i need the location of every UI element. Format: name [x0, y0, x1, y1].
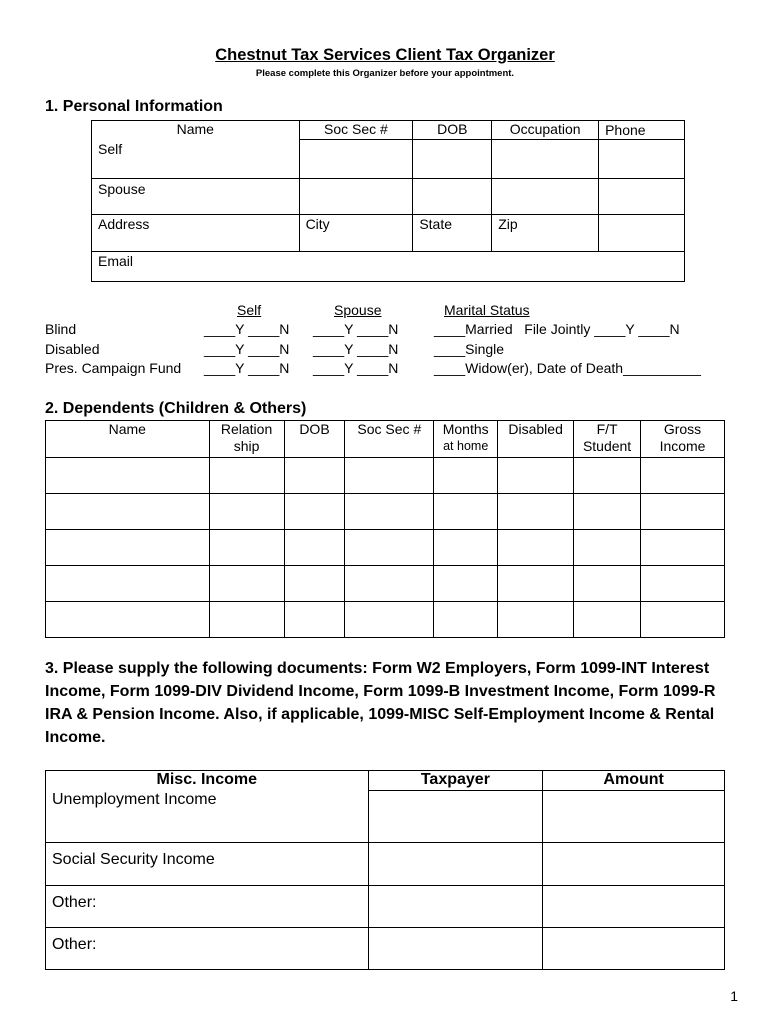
marital-widow[interactable]: ____Widow(er), Date of Death__________ [434, 360, 701, 376]
misc-taxpayer-cell[interactable] [368, 928, 543, 970]
misc-taxpayer-cell[interactable] [368, 886, 543, 928]
zip-cell[interactable] [492, 215, 599, 252]
label-state: State [419, 216, 453, 232]
table-row [46, 494, 725, 530]
dep-header-disabled: Disabled [498, 421, 574, 458]
address-cell[interactable] [92, 215, 300, 252]
misc-amount-cell[interactable] [543, 928, 725, 970]
header-occupation: Occupation [492, 121, 599, 140]
dep-header-student: F/T Student [574, 421, 641, 458]
self-soc-sec-cell[interactable] [299, 140, 413, 179]
email-cell[interactable] [92, 252, 685, 282]
dep-cell[interactable] [434, 494, 498, 530]
disabled-spouse-yn[interactable]: ____Y ____N [313, 341, 399, 357]
table-row [46, 928, 725, 970]
status-col-spouse: Spouse [334, 302, 382, 318]
dep-cell[interactable] [574, 530, 641, 566]
state-cell[interactable] [413, 215, 492, 252]
dep-cell[interactable] [46, 494, 210, 530]
dep-header-name: Name [46, 421, 210, 458]
dep-cell[interactable] [345, 530, 434, 566]
misc-row-label: Other: [46, 886, 369, 928]
dep-header-relationship: Relation ship [209, 421, 284, 458]
dep-cell[interactable] [284, 566, 345, 602]
table-row [46, 791, 725, 843]
self-name-cell[interactable] [92, 140, 300, 179]
blind-spouse-yn[interactable]: ____Y ____N [313, 321, 399, 337]
dep-cell[interactable] [46, 530, 210, 566]
dep-cell[interactable] [345, 458, 434, 494]
dep-cell[interactable] [498, 530, 574, 566]
dep-header-dob: DOB [284, 421, 345, 458]
misc-income-table [45, 770, 725, 970]
table-row [46, 566, 725, 602]
table-row [46, 602, 725, 638]
dep-cell[interactable] [345, 566, 434, 602]
city-cell[interactable] [299, 215, 413, 252]
dep-header-soc-sec: Soc Sec # [345, 421, 434, 458]
dep-cell[interactable] [498, 566, 574, 602]
dep-cell[interactable] [498, 494, 574, 530]
dep-cell[interactable] [284, 494, 345, 530]
self-dob-cell[interactable] [413, 140, 492, 179]
misc-header-taxpayer: Taxpayer [368, 771, 543, 791]
dep-header-months: Months at home [434, 421, 498, 458]
page-number: 1 [730, 988, 738, 1004]
dep-cell[interactable] [46, 566, 210, 602]
disabled-self-yn[interactable]: ____Y ____N [204, 341, 290, 357]
status-label-campaign: Pres. Campaign Fund [45, 360, 182, 376]
misc-taxpayer-cell[interactable] [368, 791, 543, 843]
misc-header-amount: Amount [543, 771, 725, 791]
dep-cell[interactable] [345, 494, 434, 530]
status-label-disabled: Disabled [45, 341, 100, 357]
misc-taxpayer-cell[interactable] [368, 843, 543, 886]
dep-cell[interactable] [434, 530, 498, 566]
status-col-marital: Marital Status [444, 302, 530, 318]
documents-paragraph: 3. Please supply the following documents: Form W2 Employers, Form 1099-INT Interest Income, Form 1099-DIV Dividend Income, Form 1099-B Investment Income, Form 1099-R IRA & Pension Income. Also, if applicable, 1099-MISC Self-Employment Income & Rental Income. [45, 660, 716, 746]
dep-cell[interactable] [574, 494, 641, 530]
document-title: Chestnut Tax Services Client Tax Organizer [215, 46, 555, 64]
dep-cell[interactable] [574, 602, 641, 638]
dep-cell[interactable] [498, 458, 574, 494]
dep-cell[interactable] [209, 566, 284, 602]
spouse-phone-cell[interactable] [599, 179, 685, 215]
dep-cell[interactable] [434, 566, 498, 602]
table-row [46, 458, 725, 494]
table-row [46, 530, 725, 566]
dep-cell[interactable] [574, 566, 641, 602]
document-subtitle: Please complete this Organizer before your appointment. [255, 68, 515, 79]
dep-cell[interactable] [498, 602, 574, 638]
table-row [46, 843, 725, 886]
section-2-heading: 2. Dependents (Children & Others) [45, 400, 307, 417]
spouse-soc-sec-cell[interactable] [299, 179, 413, 215]
spouse-dob-cell[interactable] [413, 179, 492, 215]
dep-cell[interactable] [574, 458, 641, 494]
dep-cell[interactable] [434, 458, 498, 494]
self-phone-cell[interactable] [599, 140, 685, 179]
row-label-spouse: Spouse [98, 181, 146, 197]
misc-header-income: Misc. Income [46, 771, 369, 791]
dep-cell[interactable] [641, 458, 725, 494]
dep-cell[interactable] [284, 458, 345, 494]
label-city: City [305, 216, 330, 232]
label-address: Address [98, 216, 150, 232]
header-phone: Phone [599, 121, 685, 140]
dep-cell[interactable] [284, 602, 345, 638]
dep-cell[interactable] [209, 458, 284, 494]
misc-row-label: Unemployment Income [46, 791, 369, 843]
misc-row-label: Other: [46, 928, 369, 970]
section-1-heading: 1. Personal Information [45, 98, 223, 115]
campaign-spouse-yn[interactable]: ____Y ____N [313, 360, 399, 376]
header-dob: DOB [413, 121, 492, 140]
row-label-self: Self [98, 140, 123, 157]
dep-cell[interactable] [641, 602, 725, 638]
table-row [46, 886, 725, 928]
header-name: Name [92, 121, 300, 140]
dep-header-income: Gross Income [641, 421, 725, 458]
spouse-name-cell[interactable] [92, 179, 300, 215]
dep-cell[interactable] [46, 458, 210, 494]
dep-cell[interactable] [345, 602, 434, 638]
label-email: Email [98, 253, 134, 269]
status-label-blind: Blind [45, 321, 77, 337]
spouse-occupation-cell[interactable] [492, 179, 599, 215]
phone-blank-cell [599, 215, 685, 252]
label-zip: Zip [498, 216, 518, 232]
personal-info-table [91, 120, 685, 282]
misc-amount-cell[interactable] [543, 791, 725, 843]
misc-amount-cell[interactable] [543, 886, 725, 928]
dep-cell[interactable] [284, 530, 345, 566]
marital-married[interactable]: ____Married File Jointly ____Y ____N [434, 321, 680, 337]
marital-single[interactable]: ____Single [434, 341, 505, 357]
status-col-self: Self [237, 302, 262, 318]
campaign-self-yn[interactable]: ____Y ____N [204, 360, 290, 376]
dep-cell[interactable] [641, 566, 725, 602]
dep-cell[interactable] [641, 494, 725, 530]
self-occupation-cell[interactable] [492, 140, 599, 179]
dep-cell[interactable] [46, 602, 210, 638]
misc-amount-cell[interactable] [543, 843, 725, 886]
dep-cell[interactable] [209, 494, 284, 530]
blind-self-yn[interactable]: ____Y ____N [204, 321, 290, 337]
dep-cell[interactable] [434, 602, 498, 638]
misc-row-label: Social Security Income [46, 843, 369, 886]
dep-cell[interactable] [209, 530, 284, 566]
dep-cell[interactable] [641, 530, 725, 566]
dependents-table [45, 420, 725, 638]
dep-cell[interactable] [209, 602, 284, 638]
header-soc-sec: Soc Sec # [299, 121, 413, 140]
